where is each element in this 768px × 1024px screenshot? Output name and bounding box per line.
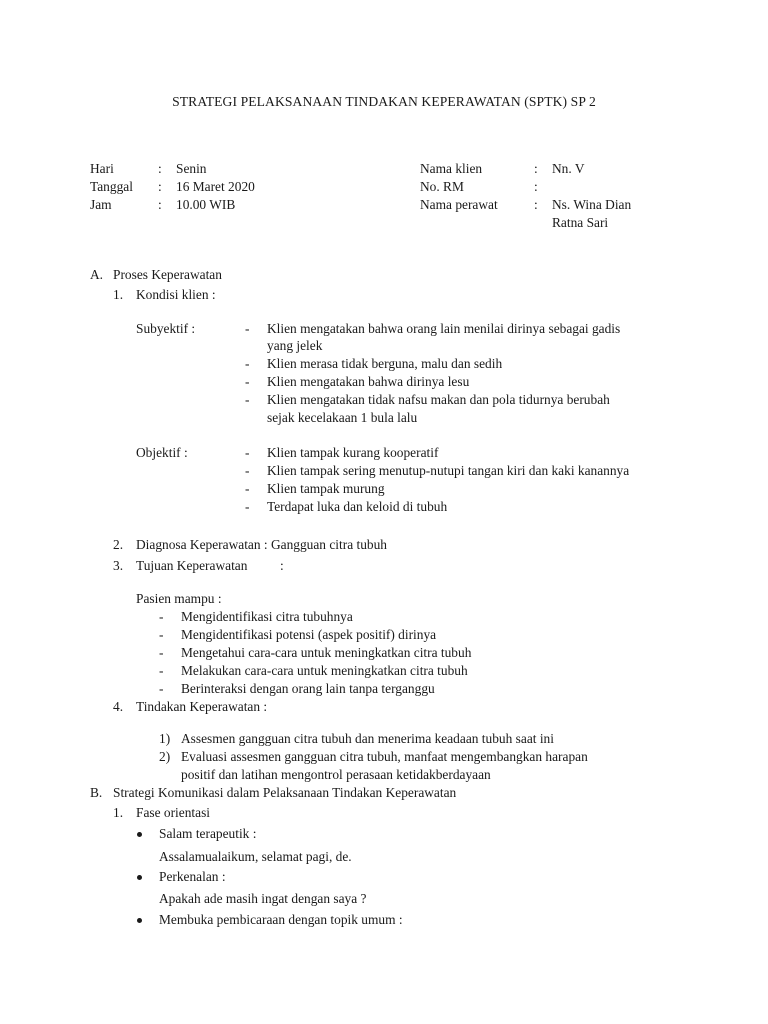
colon: : — [534, 179, 538, 194]
item-4-text: Tindakan Keperawatan : — [136, 699, 268, 714]
subyektif-item: Klien mengatakan bahwa orang lain menilai dirinya sebagai gadis — [267, 321, 621, 336]
subyektif-item: Klien mengatakan bahwa dirinya lesu — [267, 374, 470, 389]
document-title: STRATEGI PELAKSANAAN TINDAKAN KEPERAWATAN (SPTK) SP 2 — [172, 94, 596, 109]
dash: - — [159, 681, 164, 696]
section-a-heading: Proses Keperawatan — [113, 267, 222, 282]
colon: : — [280, 558, 284, 573]
nama-klien-value: Nn. V — [552, 161, 585, 176]
item-2-marker: 2. — [113, 537, 124, 552]
nama-perawat-value-line2: Ratna Sari — [552, 215, 609, 230]
section-a-marker: A. — [90, 267, 104, 282]
tujuan-item: Berinteraksi dengan orang lain tanpa terganggu — [181, 681, 435, 696]
dash: - — [245, 356, 250, 371]
bullet-icon — [137, 918, 142, 923]
dash: - — [245, 499, 250, 514]
bullet-detail: Apakah ade masih ingat dengan saya ? — [159, 891, 367, 906]
item-1-marker: 1. — [113, 287, 124, 302]
objektif-item: Terdapat luka dan keloid di tubuh — [267, 499, 448, 514]
bullet-icon — [137, 875, 142, 880]
item-2-text: Diagnosa Keperawatan : Gangguan citra tubuh — [136, 537, 387, 552]
jam-label: Jam — [90, 197, 112, 212]
objektif-item: Klien tampak murung — [267, 481, 385, 496]
nama-perawat-label: Nama perawat — [420, 197, 498, 212]
objektif-item: Klien tampak sering menutup-nutupi tangan kiri dan kaki kanannya — [267, 463, 630, 478]
tindakan-item-cont: positif dan latihan mengontrol perasaan ketidakberdayaan — [181, 767, 491, 782]
hari-label: Hari — [90, 161, 114, 176]
dash: - — [159, 627, 164, 642]
colon: : — [158, 179, 162, 194]
dash: - — [245, 392, 250, 407]
subyektif-item-cont: sejak kecelakaan 1 bula lalu — [267, 410, 418, 425]
colon: : — [158, 197, 162, 212]
hari-value: Senin — [176, 161, 207, 176]
tindakan-item: Assesmen gangguan citra tubuh dan menerima keadaan tubuh saat ini — [181, 731, 554, 746]
bullet-label: Salam terapeutik : — [159, 826, 257, 841]
bullet-label: Perkenalan : — [159, 869, 226, 884]
tujuan-item: Mengetahui cara-cara untuk meningkatkan citra tubuh — [181, 645, 472, 660]
jam-value: 10.00 WIB — [176, 197, 236, 212]
item-1-label: Kondisi klien : — [136, 287, 216, 302]
bullet-label: Membuka pembicaraan dengan topik umum : — [159, 912, 403, 927]
pasien-mampu-label: Pasien mampu : — [136, 591, 222, 606]
tujuan-item: Mengidentifikasi citra tubuhnya — [181, 609, 353, 624]
dash: - — [159, 609, 164, 624]
dash: - — [159, 645, 164, 660]
colon: : — [534, 197, 538, 212]
nama-klien-label: Nama klien — [420, 161, 483, 176]
tujuan-item: Melakukan cara-cara untuk meningkatkan citra tubuh — [181, 663, 468, 678]
objektif-item: Klien tampak kurang kooperatif — [267, 445, 439, 460]
dash: - — [245, 374, 250, 389]
section-b-item-1-text: Fase orientasi — [136, 805, 211, 820]
bullet-detail: Assalamualaikum, selamat pagi, de. — [159, 849, 352, 864]
tanggal-label: Tanggal — [90, 179, 133, 194]
dash: - — [159, 663, 164, 678]
item-3-marker: 3. — [113, 558, 124, 573]
bullet-icon — [137, 832, 142, 837]
section-b-heading: Strategi Komunikasi dalam Pelaksanaan Tindakan Keperawatan — [113, 785, 457, 800]
subyektif-item-cont: yang jelek — [267, 338, 323, 353]
dash: - — [245, 445, 250, 460]
section-b-marker: B. — [90, 785, 103, 800]
section-b-item-1-marker: 1. — [113, 805, 124, 820]
nama-perawat-value-line1: Ns. Wina Dian — [552, 197, 632, 212]
dash: - — [245, 481, 250, 496]
tindakan-item: Evaluasi assesmen gangguan citra tubuh, manfaat mengembangkan harapan — [181, 749, 588, 764]
colon: : — [534, 161, 538, 176]
item-3-text: Tujuan Keperawatan — [136, 558, 248, 573]
tindakan-marker: 1) — [159, 731, 171, 746]
objektif-label: Objektif : — [136, 445, 188, 460]
subyektif-item: Klien merasa tidak berguna, malu dan sedih — [267, 356, 503, 371]
no-rm-label: No. RM — [420, 179, 464, 194]
colon: : — [158, 161, 162, 176]
item-4-marker: 4. — [113, 699, 124, 714]
subyektif-item: Klien mengatakan tidak nafsu makan dan pola tidurnya berubah — [267, 392, 610, 407]
tanggal-value: 16 Maret 2020 — [176, 179, 255, 194]
dash: - — [245, 321, 250, 336]
tindakan-marker: 2) — [159, 749, 171, 764]
dash: - — [245, 463, 250, 478]
subyektif-label: Subyektif : — [136, 321, 196, 336]
tujuan-item: Mengidentifikasi potensi (aspek positif) dirinya — [181, 627, 437, 642]
